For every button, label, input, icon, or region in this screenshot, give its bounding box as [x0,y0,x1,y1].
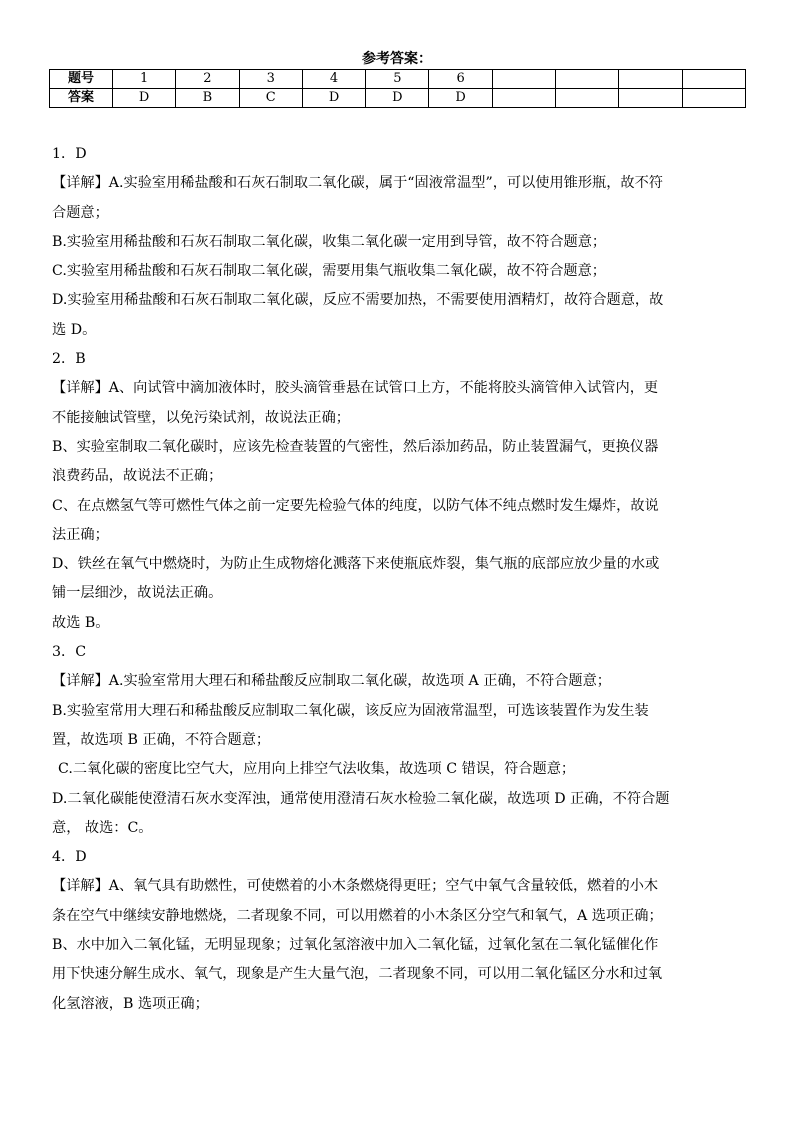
explanation-line: B、水中加入二氧化锰，无明显现象；过氧化氢溶液中加入二氧化锰，过氧化氢在二氧化锰催化作 [52,937,659,954]
explanation-line: 用下快速分解生成水、氧气，现象是产生大量气泡，二者现象不同，可以用二氧化锰区分水和过氧 [52,966,663,983]
explanation-line: 意， 故选：C。 [52,819,153,836]
explanation-line: 【详解】A.实验室常用大理石和稀盐酸反应制取二氧化碳，故选项 A 正确，不符合题意； [52,673,611,690]
explanation-line: B.实验室用稀盐酸和石灰石制取二氧化碳，收集二氧化碳一定用到导管，故不符合题意； [52,233,607,250]
number-cell: 6 [429,70,492,89]
question-number: 4．D [52,849,87,866]
question-number: 3．C [52,644,87,661]
answer-table [49,69,746,108]
answer-cell: B [176,89,239,108]
answer-cell [682,89,745,108]
explanation-line: B.实验室常用大理石和稀盐酸反应制取二氧化碳，该反应为固液常温型，可选该装置作为发生装 [52,702,649,719]
explanation-line: 选 D。 [52,321,97,338]
answer-table-answer-row [50,89,746,108]
explanation-body [52,140,744,1019]
answer-cell: D [366,89,429,108]
number-cell [556,70,619,89]
explanation-line: 【详解】A、氧气具有助燃性，可使燃着的小木条燃烧得更旺；空气中氧气含量较低，燃着的小木 [52,878,659,895]
explanation-line: 故选 B。 [52,614,110,631]
answer-cell: D [113,89,176,108]
explanation-line: 条在空气中继续安静地燃烧，二者现象不同，可以用燃着的小木条区分空气和氧气，A 选项正确； [52,907,663,924]
explanation-line: 化氢溶液，B 选项正确； [52,995,209,1012]
number-cell [682,70,745,89]
row-header-answer: 答案 [50,89,113,108]
number-cell: 3 [239,70,302,89]
number-cell: 2 [176,70,239,89]
explanation-line: D、铁丝在氧气中燃烧时，为防止生成物熔化溅落下来使瓶底炸裂，集气瓶的底部应放少量的水或 [52,556,660,573]
answer-cell: D [429,89,492,108]
explanation-line: 【详解】A.实验室用稀盐酸和石灰石制取二氧化碳，属于“固液常温型”，可以使用锥形瓶，故不符 [52,175,663,192]
number-cell: 1 [113,70,176,89]
explanation-line: C.实验室用稀盐酸和石灰石制取二氧化碳，需要用集气瓶收集二氧化碳，故不符合题意； [52,263,606,280]
explanation-line: 不能接触试管壁，以免污染试剂，故说法正确； [52,409,350,426]
explanation-line: C、在点燃氢气等可燃性气体之前一定要先检验气体的纯度，以防气体不纯点燃时发生爆炸，故说 [52,497,659,514]
question-number: 1．D [52,146,87,162]
explanation-line: 合题意； [52,204,109,221]
explanation-line: C.二氧化碳的密度比空气大，应用向上排空气法收集，故选项 C 错误，符合题意； [58,761,576,778]
answer-cell [556,89,619,108]
explanation-line: D.二氧化碳能使澄清石灰水变浑浊，通常使用澄清石灰水检验二氧化碳，故选项 D 正确，不符合题 [52,790,670,807]
explanation-line: 法正确； [52,526,109,543]
number-cell: 4 [302,70,365,89]
explanation-line: 置，故选项 B 正确，不符合题意； [52,731,271,748]
page-title: 参考答案： [362,51,432,67]
question-number: 2．B [52,351,86,368]
explanation-line: 铺一层细沙，故说法正确。 [52,585,223,602]
explanation-line: 浪费药品，故说法不正确； [52,468,223,485]
answer-cell: D [302,89,365,108]
answer-cell: C [239,89,302,108]
explanation-line: D.实验室用稀盐酸和石灰石制取二氧化碳，反应不需要加热，不需要使用酒精灯，故符合题意，故 [52,292,664,309]
explanation-line: 【详解】A、向试管中滴加液体时，胶头滴管垂悬在试管口上方，不能将胶头滴管伸入试管内，更 [52,380,659,397]
row-header-number: 题号 [50,70,113,89]
number-cell [619,70,682,89]
answer-cell [619,89,682,108]
number-cell [492,70,555,89]
number-cell: 5 [366,70,429,89]
explanation-line: B、实验室制取二氧化碳时，应该先检查装置的气密性，然后添加药品，防止装置漏气，更换仪器 [52,438,659,455]
answer-cell [492,89,555,108]
answer-table-number-row [50,70,746,89]
